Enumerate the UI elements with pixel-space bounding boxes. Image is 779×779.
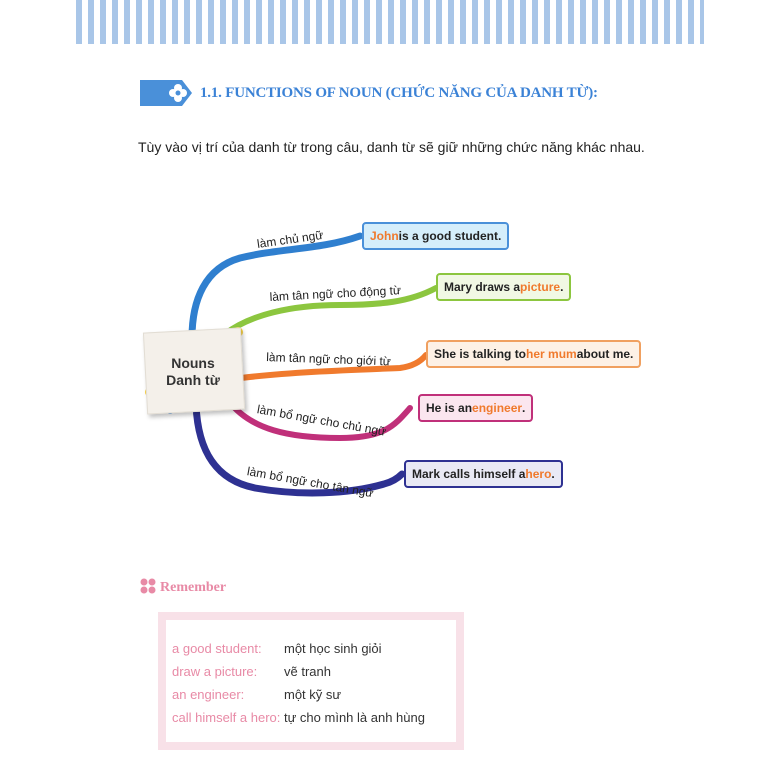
example-4-pre: He is an bbox=[426, 401, 473, 415]
remember-meaning: một học sinh giỏi bbox=[284, 641, 382, 656]
example-2-highlight: picture bbox=[520, 280, 561, 294]
branch-label-2: làm tân ngữ cho động từ bbox=[269, 283, 402, 304]
remember-item bbox=[172, 687, 341, 702]
example-1-post: is a good student. bbox=[398, 229, 502, 243]
intro-text: Tùy vào vị trí của danh từ trong câu, danh từ sẽ giữ những chức năng khác nhau. bbox=[138, 139, 645, 155]
remember-meaning: vẽ tranh bbox=[284, 664, 331, 679]
center-label-line1: Nouns bbox=[171, 355, 215, 371]
section-heading: 1.1. FUNCTIONS OF NOUN (CHỨC NĂNG CỦA DANH TỪ): bbox=[200, 85, 598, 101]
branch-label-4: làm bổ ngữ cho chủ ngữ bbox=[256, 402, 388, 439]
example-box-2 bbox=[436, 273, 571, 301]
example-4-post: . bbox=[522, 401, 526, 415]
example-box-3 bbox=[426, 340, 641, 368]
remember-item bbox=[172, 641, 382, 656]
center-label bbox=[145, 355, 241, 389]
example-5-post: . bbox=[551, 467, 555, 481]
example-box-4 bbox=[418, 394, 533, 422]
example-3-post: about me. bbox=[576, 347, 634, 361]
example-5-highlight: hero bbox=[525, 467, 552, 481]
example-1-highlight: John bbox=[370, 229, 399, 243]
remember-term: call himself a hero: bbox=[172, 710, 281, 725]
center-label-line2: Danh từ bbox=[166, 372, 220, 388]
example-3-pre: She is talking to bbox=[434, 347, 527, 361]
remember-heading bbox=[140, 578, 226, 596]
example-box-5 bbox=[404, 460, 563, 488]
clover-icon bbox=[140, 578, 156, 594]
remember-term: a good student: bbox=[172, 641, 262, 656]
example-box-1 bbox=[362, 222, 509, 250]
example-5-pre: Mark calls himself a bbox=[412, 467, 526, 481]
remember-title: Remember bbox=[160, 580, 227, 595]
branch-label-1: làm chủ ngữ bbox=[256, 227, 325, 251]
remember-item bbox=[172, 664, 331, 679]
example-2-post: . bbox=[560, 280, 564, 294]
remember-meaning: một kỹ sư bbox=[284, 687, 342, 702]
remember-term: draw a picture: bbox=[172, 664, 258, 679]
example-4-highlight: engineer bbox=[472, 401, 523, 415]
example-3-highlight: her mum bbox=[526, 347, 577, 361]
branch-label-5: làm bổ ngữ cho tân ngữ bbox=[246, 464, 375, 501]
example-2-pre: Mary draws a bbox=[444, 280, 521, 294]
remember-meaning: tự cho mình là anh hùng bbox=[284, 710, 425, 725]
branch-label-3: làm tân ngữ cho giới từ bbox=[266, 350, 392, 369]
remember-term: an engineer: bbox=[172, 687, 245, 702]
remember-item bbox=[172, 710, 425, 725]
